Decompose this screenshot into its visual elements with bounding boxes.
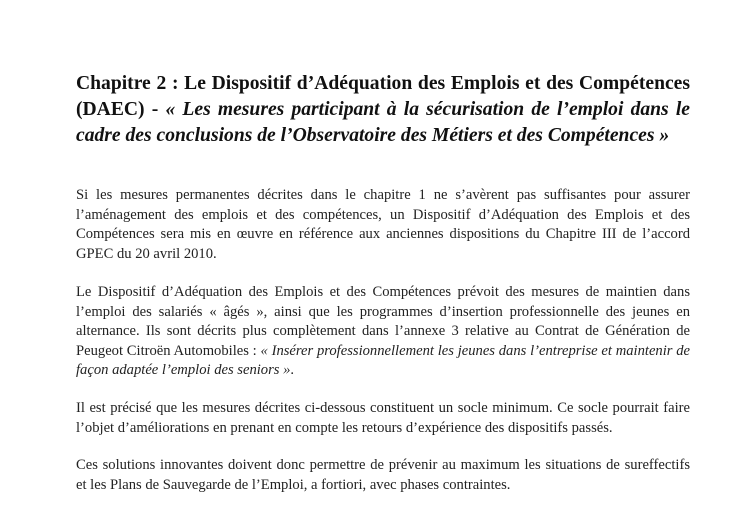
chapter-heading xyxy=(76,71,690,149)
chapter-subtitle: « Les mesures participant à la sécurisation de l’emploi dans le cadre des conclusions de l’Observatoire des Métiers et des Compétences » xyxy=(76,99,690,146)
paragraph-3: Il est précisé que les mesures décrites ci-dessous constituent un socle minimum. Ce socle pourrait faire l’objet d’améliorations en prenant en compte les retours d’expérience des dispositifs passés. xyxy=(76,400,690,436)
paragraph-2-quote: « Insérer professionnellement les jeunes dans l’entreprise et maintenir de façon adaptée l’emploi des seniors » xyxy=(76,342,690,378)
paragraph-4: Ces solutions innovantes doivent donc permettre de prévenir au maximum les situations de sureffectifs et les Plans de Sauvegarde de l’Emploi, a fortiori, avec phases contraintes. xyxy=(76,457,690,493)
paragraph-2 xyxy=(76,283,690,381)
chapter-title: Chapitre 2 : Le Dispositif d’Adéquation des Emplois et des Compétences (DAEC) - xyxy=(76,73,690,120)
paragraph-1: Si les mesures permanentes décrites dans le chapitre 1 ne s’avèrent pas suffisantes pour assurer l’aménagement des emplois et des compétences, un Dispositif d’Adéquation des Emplois et des Compétences sera mis en œuvre en référence aux anciennes dispositions du Chapitre III de l’accord GPEC du 20 avril 2010. xyxy=(76,187,690,262)
paragraph-2-text: Le Dispositif d’Adéquation des Emplois et des Compétences prévoit des mesures de maintien dans l’emploi des salariés « âgés », ainsi que les programmes d’insertion professionnelle des jeunes en alternance. Ils sont décrits plus complètement dans l’annexe 3 relative au Contrat de Génération de Peugeot Citroën Automobiles : xyxy=(76,284,690,359)
paragraph-2-end: . xyxy=(290,362,295,378)
